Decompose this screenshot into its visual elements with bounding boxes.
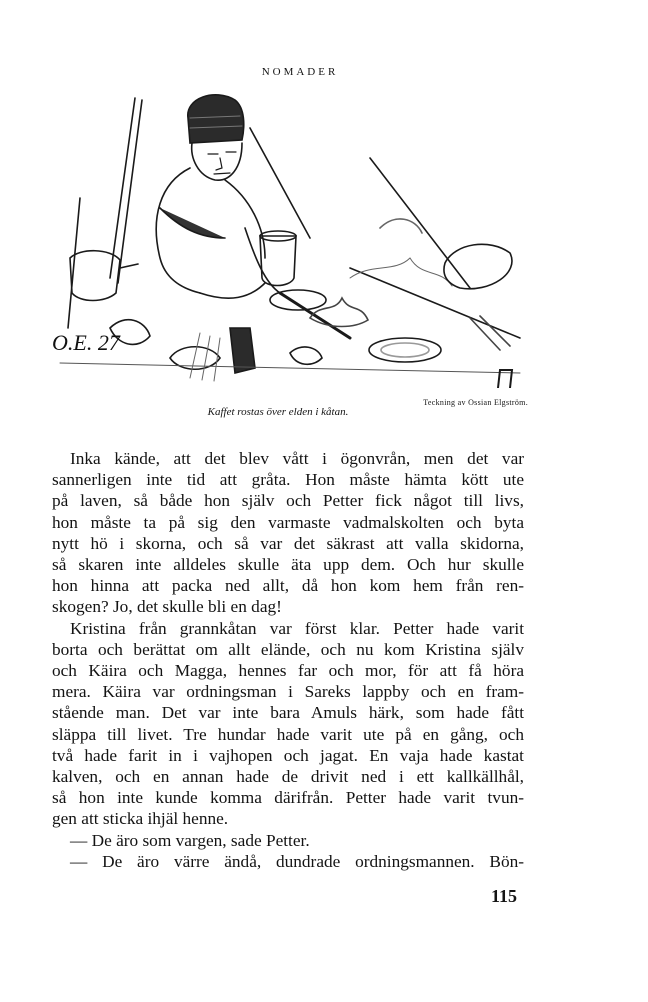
text-line: skogen? Jo, det skulle bli en dag! — [52, 597, 282, 617]
text-line: sannerligen inte tid att gråta. Hon måste hämta kött ute — [52, 470, 524, 490]
text-line: gen att sticka ihjäl henne. — [52, 809, 229, 829]
artist-initials: O.E. 27 — [52, 330, 120, 355]
text-line: — De äro som vargen, sade Petter. — [70, 830, 310, 850]
text-line: hon måste ta på sig den varmaste vadmalskolten och byta — [52, 512, 524, 532]
roasting-pan — [369, 338, 441, 362]
text-line: på laven, så både hon själv och Petter fick något till livs, — [52, 491, 524, 511]
boot — [230, 328, 255, 373]
body-text — [52, 448, 524, 872]
text-line: släppa till livet. Tre hundar hade varit ute på en gång, och — [52, 724, 524, 744]
text-line: så hon inte kunde komma därifrån. Petter hade varit tvun- — [52, 788, 524, 808]
text-line: stående man. Det var inte bara Amuls härk, som hade fått — [52, 703, 524, 723]
running-head: NOMADER — [261, 66, 339, 78]
text-line: och Käira och Magga, hennes far och mor, för att få höra — [52, 661, 524, 681]
illustration-coffee-roasting — [50, 88, 530, 388]
text-line: kalven, och en annan hade de drivit ned i ett kallkällhål, — [52, 767, 524, 787]
text-line: två hade farit in i vajhopen och jagat. En vaja hade kastat — [52, 745, 524, 765]
text-line: hon hinna att packa ned allt, då hon kom hem från ren- — [52, 576, 524, 596]
illustration-caption: Kaffet rostas över elden i kåtan. — [207, 406, 349, 418]
text-line: Inka kände, att det blev vått i ögonvrån, men det var — [70, 449, 524, 468]
text-line: — De äro värre ändå, dundrade ordningsmannen. Bön- — [70, 851, 524, 871]
text-line: borta och berättat om allt elände, och nu kom Kristina själv — [52, 639, 524, 659]
page-number: 115 — [491, 886, 518, 906]
illustration-credit: Teckning av Ossian Elgström. — [423, 398, 528, 407]
text-line: Kristina från grannkåtan var först klar. Petter hade varit — [70, 618, 524, 638]
text-line: nytt hö i skorna, och så var det säkrast att valla skidorna, — [52, 533, 524, 553]
text-line: så skaren inte alldeles skulle äta upp dem. Och hur skulle — [52, 555, 524, 575]
text-line: mera. Käira var ordningsman i Sareks lappby och en fram- — [52, 682, 524, 702]
fire — [310, 298, 368, 327]
figure-cap — [188, 95, 244, 143]
